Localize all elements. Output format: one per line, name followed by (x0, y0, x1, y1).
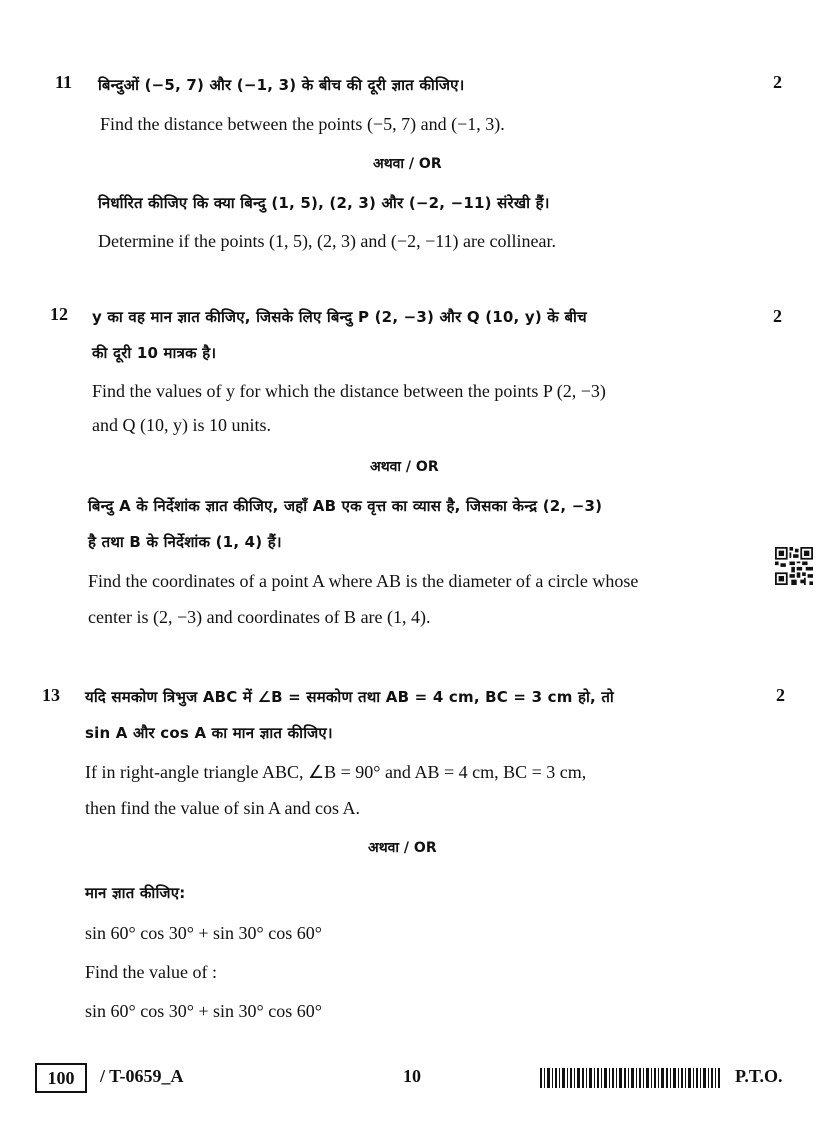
alternate-question-english: Find the value of : (85, 962, 217, 982)
math-expression: sin 60° cos 30° + sin 30° cos 60° (85, 923, 322, 943)
paper-code: / T-0659_A (100, 1066, 184, 1086)
barcode-icon (540, 1068, 720, 1088)
question-text-english: and Q (10, y) is 10 units. (92, 415, 271, 435)
question-number: 12 (50, 304, 68, 324)
question-text-english: If in right-angle triangle ABC, ∠B = 90° and AB = 4 cm, BC = 3 cm, (85, 762, 587, 782)
question-text-english: Find the distance between the points (−5, 7) and (−1, 3). (100, 114, 505, 134)
alternate-question-hindi: बिन्दु A के निर्देशांक ज्ञात कीजिए, जहाँ AB एक वृत्त का व्यास है, जिसका केन्द्र (2, −3) (88, 497, 603, 515)
or-separator: अथवा / OR (368, 840, 437, 856)
page-number: 10 (403, 1066, 421, 1086)
question-text-hindi: यदि समकोण त्रिभुज ABC में ∠B = समकोण तथा AB = 4 cm, BC = 3 cm हो, तो (85, 688, 615, 706)
math-expression: sin 60° cos 30° + sin 30° cos 60° (85, 1001, 322, 1021)
alternate-question-english: Determine if the points (1, 5), (2, 3) and (−2, −11) are collinear. (98, 231, 556, 251)
or-separator: अथवा / OR (373, 156, 442, 172)
qr-code-icon (775, 547, 813, 585)
alternate-question-hindi: मान ज्ञात कीजिए: (85, 884, 186, 902)
alternate-question-english: center is (2, −3) and coordinates of B are (1, 4). (88, 607, 431, 627)
alternate-question-hindi: निर्धारित कीजिए कि क्या बिन्दु (1, 5), (2, 3) और (−2, −11) संरेखी हैं। (98, 194, 550, 212)
question-text-english: then find the value of sin A and cos A. (85, 798, 360, 818)
question-text-hindi: की दूरी 10 मात्रक है। (92, 344, 217, 362)
pto-label: P.T.O. (735, 1066, 783, 1086)
question-text-english: Find the values of y for which the distance between the points P (2, −3) (92, 381, 606, 401)
question-marks: 2 (773, 72, 782, 92)
question-number: 13 (42, 685, 60, 705)
alternate-question-hindi: है तथा B के निर्देशांक (1, 4) हैं। (88, 533, 282, 551)
or-separator: अथवा / OR (370, 459, 439, 475)
question-text-hindi: बिन्दुओं (−5, 7) और (−1, 3) के बीच की दूरी ज्ञात कीजिए। (98, 76, 465, 94)
max-marks-box: 100 (35, 1063, 87, 1093)
question-marks: 2 (776, 685, 785, 705)
alternate-question-english: Find the coordinates of a point A where AB is the diameter of a circle whose (88, 571, 639, 591)
question-marks: 2 (773, 306, 782, 326)
question-text-hindi: y का वह मान ज्ञात कीजिए, जिसके लिए बिन्दु P (2, −3) और Q (10, y) के बीच (92, 308, 587, 326)
question-text-hindi: sin A और cos A का मान ज्ञात कीजिए। (85, 724, 333, 742)
question-number: 11 (55, 72, 73, 92)
